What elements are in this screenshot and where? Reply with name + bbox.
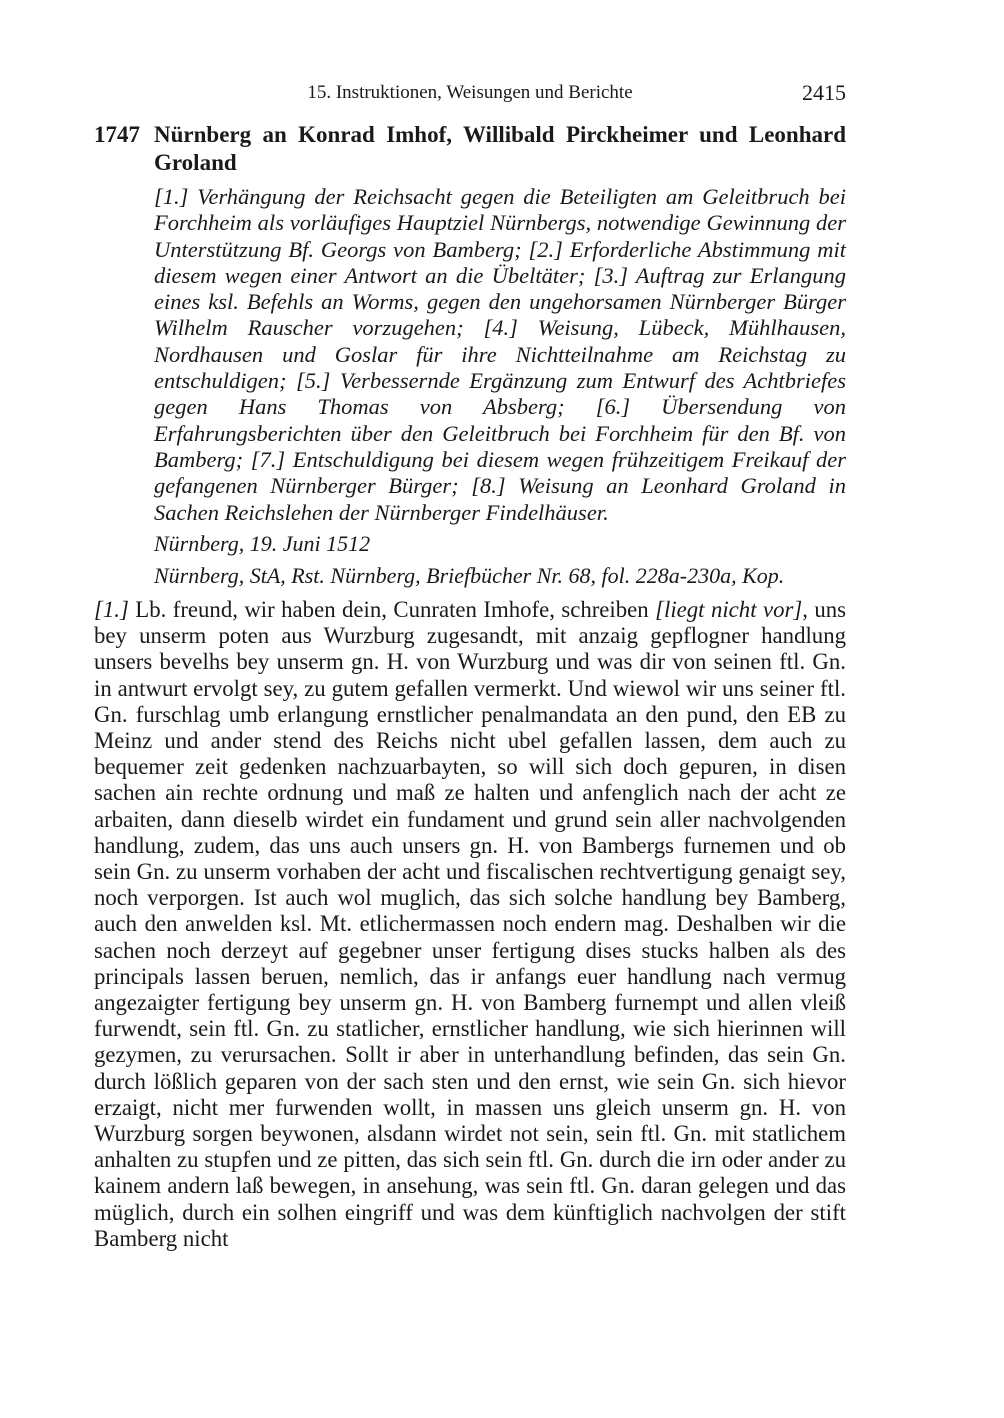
document-title: Nürnberg an Konrad Imhof, Willibald Pirckheimer und Leonhard Groland: [154, 122, 846, 175]
document-source: Nürnberg, StA, Rst. Nürnberg, Briefbücher Nr. 68, fol. 228a-230a, Kop.: [154, 563, 785, 588]
document-number: 1747: [94, 122, 140, 147]
document-date: Nürnberg, 19. Juni 1512: [154, 531, 371, 556]
body-text-part-1: Lb. freund, wir haben dein, Cunraten Imhofe, schreiben: [135, 597, 649, 622]
editorial-note: [liegt nicht vor]: [655, 597, 803, 622]
section-marker: [1.]: [94, 597, 129, 622]
running-title: 15. Instruktionen, Weisungen und Berichte: [307, 82, 633, 103]
body-text-part-2: , uns bey unserm poten aus Wurzburg zugesandt, mit anzaig gepflogner handlung unsers bevelhs bey unserm gn. H. von Wurzburg und was dir von seinen ftl. Gn. in antwurt ervolgt sey, zu gutem gefallen vermerkt. Und wiewol wir uns seiner ftl. Gn. furschlag umb erlangung ernstlicher penalmandata an den pund, den EB zu Meinz und ander stend des Reichs nicht ubel gefallen lassen, dem auch zu bequemer zeit gedenken nachzuarbayten, so will sich doch gepuren, in disen sachen ain rechte ordnung und maß ze halten und anfenglich nach der acht ze arbaiten, dann dieselb wirdet ein fundament und grund sein aller nachvolgenden handlung, zudem, das uns auch unsers gn. H. von Bambergs furnemen und ob sein Gn. zu unserm vorhaben der acht und fiscalischen rechtvertigung genaigt sey, noch verporgen. Ist auch wol muglich, das sich solche handlung bey Bamberg, auch den anwelden ksl. Mt. etlichermassen noch endern mag. Deshalben wir die sachen noch derzeyt auf gegebner unser fertigung dises stucks halben als des principals lassen beruen, nemlich, das ir anfangs euer handlung nach vermug angezaigter fertigung bey unserm gn. H. von Bamberg furnempt und allen vleiß furwendt, sein ftl. Gn. zu statlicher, ernstlicher handlung, wie sich hierinnen will gezymen, zu verursachen. Sollt ir aber in unterhandlung befinden, das sein Gn. durch lößlich geparen von der sach sten und den ernst, wie sein Gn. sich hievor erzaigt, nicht mer furwenden wollt, in massen uns gleich unserm gn. H. von Wurzburg sorgen beywonen, alsdann wirdet not sein, sein ftl. Gn. mit statlichem anhalten zu stupfen und ze pitten, das sich sein ftl. Gn. durch die irn oder ander zu kainem andern laß bewegen, in ansehung, was sein ftl. Gn. daran gelegen und das müglich, durch ein solhen eingriff und was dem künftiglich nachvolgen der stift Bamberg nicht: [94, 597, 847, 1251]
document-heading: [94, 121, 846, 177]
document-body-text: [94, 597, 846, 1252]
running-header: [94, 80, 846, 108]
page-number: 2415: [802, 80, 846, 105]
document-regest: [1.] Verhängung der Reichsacht gegen die Beteiligten am Geleitbruch bei Forchheim als vorläufiges Hauptziel Nürnbergs, notwendige Gewinnung der Unterstützung Bf. Georgs von Bamberg; [2.] Erforderliche Abstimmung mit diesem wegen einer Antwort an die Übeltäter; [3.] Auftrag zur Erlangung eines ksl. Befehls an Worms, gegen den ungehorsamen Nürnberger Bürger Wilhelm Rauscher vorzugehen; [4.] Weisung, Lübeck, Mühlhausen, Nordhausen und Goslar für ihre Nichtteilnahme am Reichstag zu entschuldigen; [5.] Verbessernde Ergänzung zum Entwurf des Achtbriefes gegen Hans Thomas von Absberg; [6.] Übersendung von Erfahrungsberichten über den Geleitbruch bei Forchheim für den Bf. von Bamberg; [7.] Entschuldigung bei diesem wegen frühzeitigem Freikauf der gefangenen Nürnberger Bürger; [8.] Weisung an Leonhard Groland in Sachen Reichslehen der Nürnberger Findelhäuser.: [154, 184, 846, 525]
